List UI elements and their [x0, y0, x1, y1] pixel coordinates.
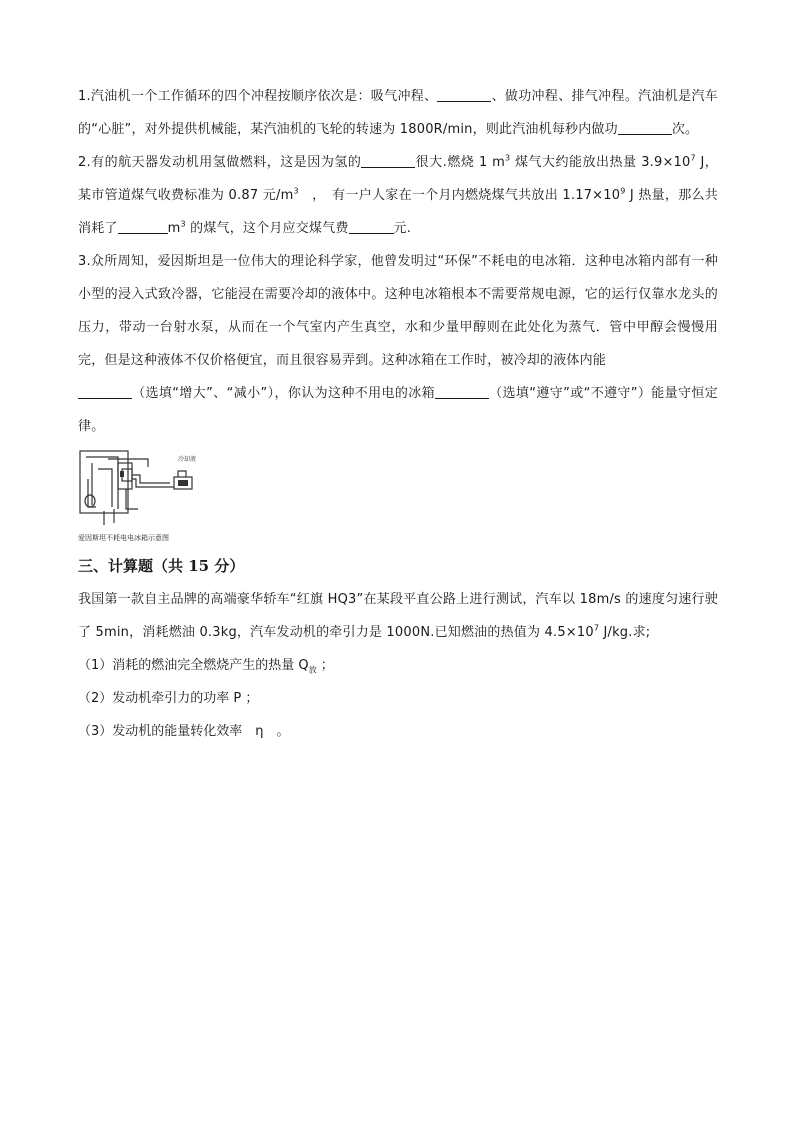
answer-blank[interactable]: [78, 384, 132, 399]
q2-text-g: m: [167, 221, 181, 236]
superscript: 3: [505, 153, 511, 163]
question-3: [78, 245, 718, 443]
calc-problem-intro: [78, 583, 718, 649]
superscript: 9: [620, 186, 626, 196]
intro-text-end: J/kg.求;: [599, 625, 651, 640]
refrigerator-diagram: [78, 449, 202, 547]
section-title: 三、计算题（共 15 分）: [78, 557, 245, 575]
figure-caption: 爱因斯坦不耗电电冰箱示意图: [78, 534, 169, 542]
document-page: [78, 80, 718, 748]
q3-text-c: （选填“遵守”或“不遵守”）能量守恒定律。: [78, 386, 718, 434]
answer-blank[interactable]: [618, 120, 672, 135]
sub-question-2: （2）发动机牵引力的功率 P ；: [78, 691, 259, 706]
q2-text-f: J 热量，那么共消耗了: [78, 188, 718, 236]
answer-blank[interactable]: [349, 219, 394, 234]
q2-text-b: 很大.燃烧 1 m: [415, 155, 505, 170]
coolant-label: 冷却液: [178, 456, 197, 463]
sub-question-1-text: （1）消耗的燃油完全燃烧产生的热量 Q: [78, 658, 309, 673]
superscript: 7: [593, 623, 600, 633]
q2-text-a: 2.有的航天器发动机用氢做燃料，这是因为氢的: [78, 155, 362, 170]
refrigerator-schematic-image: [78, 449, 202, 533]
question-1: [78, 80, 718, 146]
q1-text-b: 、做功冲程、排气冲程。汽油机是汽车的“心脏”，对外提供机械能，某汽油机的飞轮的转速为 1800R/min，则此汽油机每秒内做功: [78, 89, 718, 137]
q2-text-e: ， 有一户人家在一个月内燃烧煤气共放出 1.17×10: [298, 188, 621, 203]
answer-blank[interactable]: [361, 153, 415, 168]
intro-text: 我国第一款自主品牌的高端豪华轿车“红旗 HQ3”在某段平直公路上进行测试，汽车以 18m/s 的速度匀速行驶了 5min，消耗燃油 0.3kg，汽车发动机的牵引力是 1000N.已知燃油的热值为 4.5×10: [78, 592, 718, 640]
q2-text-h: 的煤气，这个月应交煤气费: [185, 221, 349, 236]
answer-blank[interactable]: [435, 384, 489, 399]
sub-question-3: （3）发动机的能量转化效率 η 。: [78, 724, 290, 739]
q2-text-c: 煤气大约能放出热量 3.9×10: [510, 155, 691, 170]
q2-text-d: J，某市管道煤气收费标准为 0.87 元/m: [78, 155, 718, 203]
answer-blank[interactable]: [437, 87, 491, 102]
sub-question-1: [78, 649, 718, 682]
q3-text-b: （选填“增大”、“减小”），你认为这种不用电的冰箱: [132, 386, 435, 401]
q3-text-a: 3.众所周知，爱因斯坦是一位伟大的理论科学家，他曾发明过“环保”不耗电的电冰箱．这种电冰箱内部有一种小型的浸入式致冷器，它能浸在需要冷却的液体中。这种电冰箱根本不需要常规电源，它的运行仅靠水龙头的压力，带动一台射水泵，从而在一个气室内产生真空，水和少量甲醇则在此处化为蒸气．管中甲醇会慢慢用完，但是这种液体不仅价格便宜，而且很容易弄到。这种冰箱在工作时，被冷却的液体内能: [78, 254, 718, 368]
superscript: 3: [180, 219, 186, 229]
superscript: 3: [293, 186, 299, 196]
sub-question-1-end: ；: [316, 658, 334, 673]
q2-text-i: 元.: [393, 221, 412, 236]
q1-text-a: 1.汽油机一个工作循环的四个冲程按顺序依次是：吸气冲程、: [78, 89, 438, 104]
q1-text-c: 次。: [671, 122, 699, 137]
subscript: 放: [308, 665, 317, 675]
question-2: [78, 146, 718, 245]
superscript: 7: [690, 153, 696, 163]
answer-blank[interactable]: [118, 219, 168, 234]
